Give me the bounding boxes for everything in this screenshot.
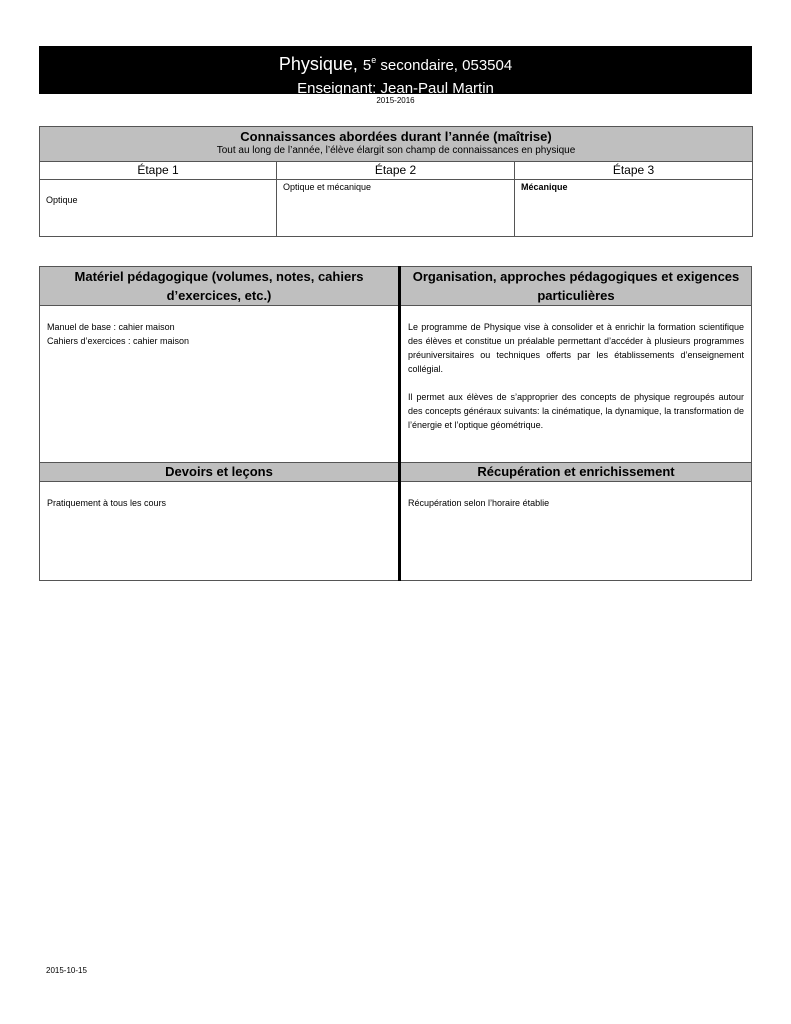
materiel-cell <box>40 306 400 463</box>
etape-3-content <box>515 180 753 237</box>
details-table <box>39 266 752 581</box>
knowledge-table <box>39 126 753 237</box>
grade-number: 5 <box>362 57 372 74</box>
devoirs-header: Devoirs et leçons <box>40 463 400 482</box>
recuperation-text: Récupération selon l’horaire établie <box>408 498 550 508</box>
materiel-header: Matériel pédagogique (volumes, notes, cahiers d’exercices, etc.) <box>40 267 400 306</box>
document-header <box>39 46 752 97</box>
knowledge-subtitle: Tout au long de l’année, l’élève élargit son champ de connaissances en physique <box>216 145 576 156</box>
etape-3-header: Étape 3 <box>515 162 753 180</box>
recuperation-cell <box>400 482 752 581</box>
etape-1-header: Étape 1 <box>40 162 277 180</box>
grade-superscript: e <box>371 55 377 65</box>
etape-2-content <box>277 180 515 237</box>
knowledge-header <box>40 127 753 162</box>
organisation-header: Organisation, approches pédagogiques et exigences particulières <box>400 267 752 306</box>
course-title <box>39 47 752 79</box>
devoirs-cell <box>40 482 400 581</box>
school-year: 2015-2016 <box>376 96 415 105</box>
etape-2-text: Optique et mécanique <box>283 182 372 192</box>
organisation-paragraph-2: Il permet aux élèves de s’approprier des concepts de physique regroupés autour des concepts généraux suivants: la cinématique, la dynamique, la transformation de l’énergie et l’optique géométrique. <box>408 392 744 430</box>
materiel-line-2: Cahiers d’exercices : cahier maison <box>47 336 190 346</box>
materiel-line-1: Manuel de base : cahier maison <box>47 322 175 332</box>
organisation-paragraph-1: Le programme de Physique vise à consolider et à enrichir la formation scientifique des élèves et constitue un préalable permettant d’accéder à plusieurs programmes préuniversitaires ou techniques offerts par les établissements d’enseignement collégial. <box>408 322 744 374</box>
subject-name: Physique, <box>278 54 358 74</box>
footer-date: 2015-10-15 <box>46 966 87 975</box>
organisation-cell <box>400 306 752 463</box>
devoirs-text: Pratiquement à tous les cours <box>47 498 167 508</box>
knowledge-title: Connaissances abordées durant l’année (maîtrise) <box>240 129 552 144</box>
recuperation-header: Récupération et enrichissement <box>400 463 752 482</box>
teacher-name: Enseignant: Jean-Paul Martin <box>297 80 494 97</box>
etape-3-text: Mécanique <box>521 182 568 192</box>
grade-and-code: secondaire, 053504 <box>376 57 513 74</box>
etape-1-content <box>40 180 277 237</box>
etape-1-text: Optique <box>46 195 78 205</box>
etape-2-header: Étape 2 <box>277 162 515 180</box>
